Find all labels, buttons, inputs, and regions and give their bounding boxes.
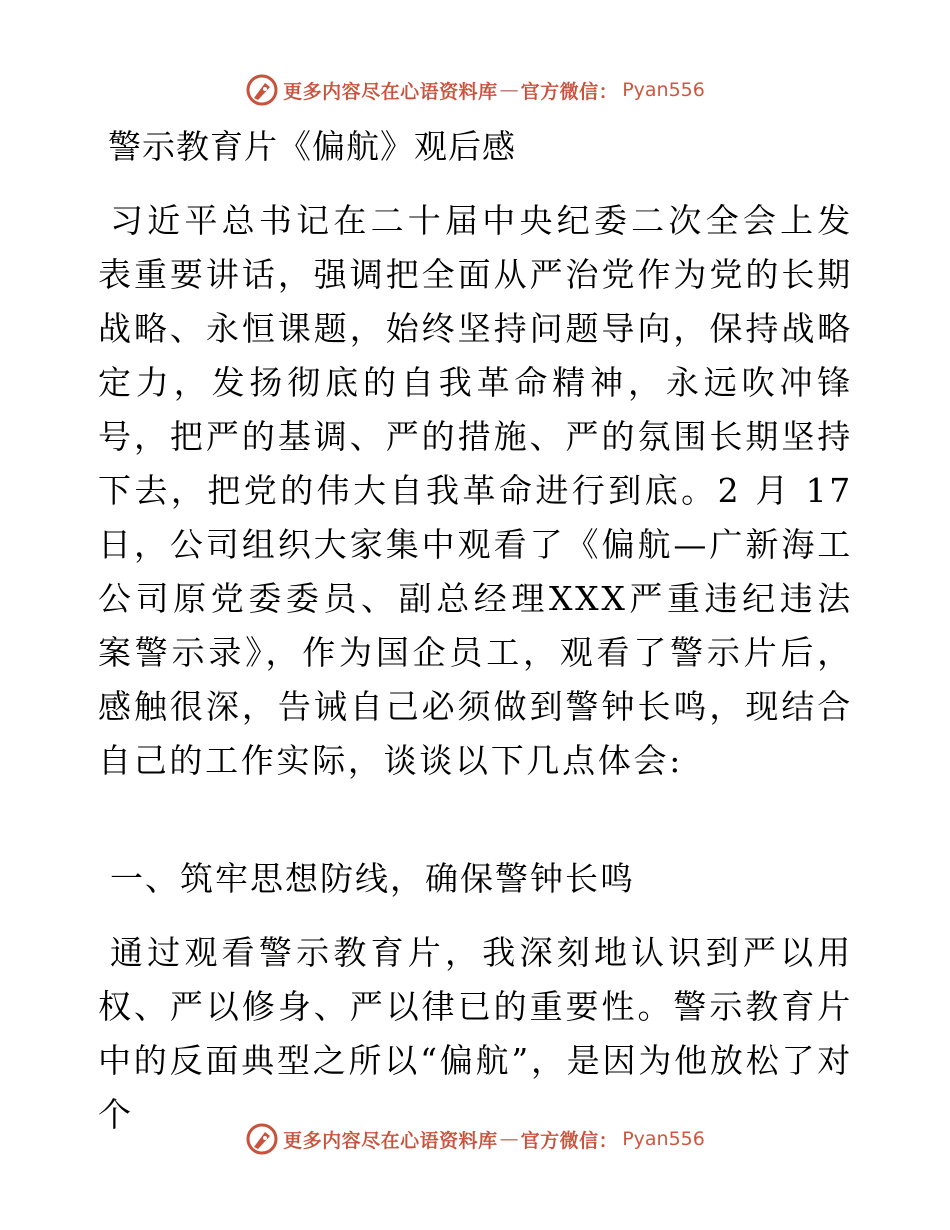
watermark-wechat-account: Pyan556 [622,1128,705,1150]
pen-nib-logo-icon [245,73,279,107]
document-title: 警示教育片《偏航》观后感 [108,127,516,166]
section-heading-1: 一、筑牢思想防线，确保警钟长鸣 [110,859,635,898]
watermark-footer [0,1117,950,1161]
watermark-wechat-account: Pyan556 [622,79,705,101]
paragraph-section1: 通过观看警示教育片，我深刻地认识到严以用权、严以修身、严以律已的重要性。警示教育片中的反面典型之所以“偏航”，是因为他放松了对个 [98,933,853,1134]
watermark-header [0,68,950,112]
watermark-wechat-label: 官方微信： [520,80,619,103]
watermark-site-text: 更多内容尽在心语资料库 [283,1129,498,1152]
pen-nib-logo-icon [245,1122,279,1156]
watermark-site-text: 更多内容尽在心语资料库 [283,80,498,103]
paragraph-intro: 习近平总书记在二十届中央纪委二次全会上发表重要讲话，强调把全面从严治党作为党的长期战略、永恒课题，始终坚持问题导向，保持战略定力，发扬彻底的自我革命精神，永远吹冲锋号，把严的基调、严的措施、严的氛围长期坚持下去，把党的伟大自我革命进行到底。2 月 17 日，公司组织大家集中观看了《偏航—广新海工公司原党委委员、副总经理XXX严重违纪违法案警示录》，作为国企员工，观看了警示片后，感触很深，告诫自己必须做到警钟长鸣，现结合自己的工作实际，谈谈以下几点体会: [98,201,853,780]
watermark-separator: — [499,79,519,101]
watermark-separator: — [499,1128,519,1150]
watermark-wechat-label: 官方微信： [520,1129,619,1152]
